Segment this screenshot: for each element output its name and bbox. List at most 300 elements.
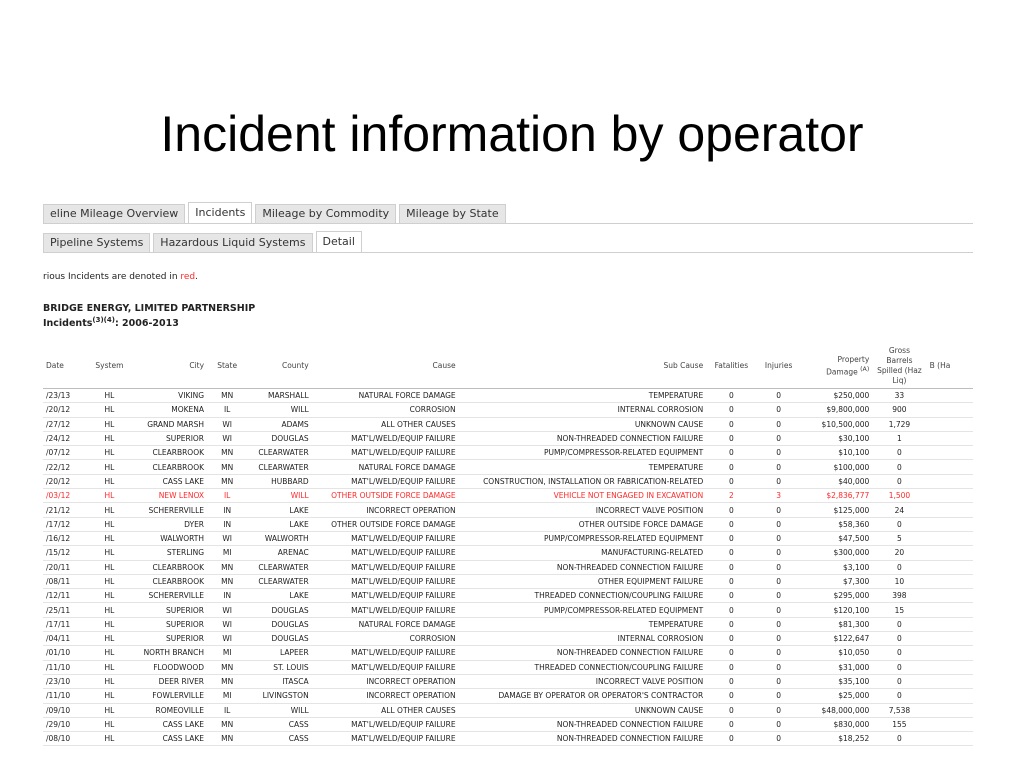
cell-injuries: 0 xyxy=(776,562,782,572)
note-suffix: . xyxy=(195,272,199,282)
cell-state: MI xyxy=(222,548,232,558)
operator-name: BRIDGE ENERGY, LIMITED PARTNERSHIP xyxy=(43,303,256,314)
cell-subcause: CONSTRUCTION, INSTALLATION OR FABRICATION-RELATED xyxy=(483,476,704,486)
cell-date: /23/13 xyxy=(46,391,71,401)
period-footnote: (3)(4) xyxy=(92,316,115,324)
cell-subcause: TEMPERATURE xyxy=(648,619,704,629)
cell-cause: MAT'L/WELD/EQUIP FAILURE xyxy=(351,562,456,572)
cell-subcause: NON-THREADED CONNECTION FAILURE xyxy=(556,719,704,729)
cell-date: /20/12 xyxy=(46,405,71,415)
cell-county: CLEARWATER xyxy=(258,462,309,472)
col-header-injuries[interactable] xyxy=(757,344,801,389)
cell-city: NORTH BRANCH xyxy=(143,648,205,658)
cell-county: CASS xyxy=(288,734,309,744)
table-row[interactable] xyxy=(43,646,973,660)
cell-system: HL xyxy=(104,462,115,472)
cell-injuries: 0 xyxy=(776,591,782,601)
cell-extra xyxy=(927,403,973,417)
cell-subcause: INCORRECT VALVE POSITION xyxy=(595,505,704,515)
cell-extra xyxy=(927,560,973,574)
cell-property: $18,252 xyxy=(838,734,870,744)
note-red-word: red xyxy=(180,272,196,282)
cell-fatalities: 0 xyxy=(728,691,734,701)
col-header-label: Cause xyxy=(432,361,456,370)
cell-city: CLEARBROOK xyxy=(152,448,205,458)
cell-extra xyxy=(927,574,973,588)
cell-system: HL xyxy=(104,562,115,572)
table-row[interactable] xyxy=(43,446,973,460)
cell-date: /21/12 xyxy=(46,505,71,515)
col-header-county[interactable] xyxy=(247,344,311,389)
cell-date: /11/10 xyxy=(46,662,71,672)
cell-cause: NATURAL FORCE DAMAGE xyxy=(358,391,456,401)
cell-cause: MAT'L/WELD/EQUIP FAILURE xyxy=(351,719,456,729)
cell-date: /15/12 xyxy=(46,548,71,558)
cell-state: MN xyxy=(221,562,234,572)
col-header-barrels[interactable] xyxy=(872,344,926,389)
cell-system: HL xyxy=(104,391,115,401)
cell-state: WI xyxy=(222,605,232,615)
col-header-extra[interactable] xyxy=(927,344,973,389)
cell-cause: MAT'L/WELD/EQUIP FAILURE xyxy=(351,476,456,486)
cell-extra xyxy=(927,646,973,660)
cell-date: /20/12 xyxy=(46,476,71,486)
cell-barrels: 0 xyxy=(897,634,902,644)
cell-extra xyxy=(927,589,973,603)
cell-system: HL xyxy=(104,577,115,586)
cell-property: $9,800,000 xyxy=(826,405,870,415)
cell-extra xyxy=(927,732,973,746)
tab-eline-mileage-overview[interactable]: eline Mileage Overview xyxy=(43,204,185,223)
cell-date: /12/11 xyxy=(46,591,71,601)
table-row[interactable] xyxy=(43,660,973,674)
cell-barrels: 15 xyxy=(894,605,905,615)
cell-fatalities: 0 xyxy=(728,405,734,415)
table-row[interactable] xyxy=(43,503,973,517)
cell-injuries: 0 xyxy=(776,719,782,729)
cell-cause: MAT'L/WELD/EQUIP FAILURE xyxy=(351,434,456,444)
cell-city: STERLING xyxy=(166,548,205,558)
table-row[interactable] xyxy=(43,389,973,403)
cell-injuries: 0 xyxy=(776,577,782,586)
cell-barrels: 10 xyxy=(894,577,905,586)
cell-subcause: MANUFACTURING-RELATED xyxy=(601,548,704,558)
cell-subcause: NON-THREADED CONNECTION FAILURE xyxy=(556,434,704,444)
cell-subcause: UNKNOWN CAUSE xyxy=(634,705,704,715)
cell-state: WI xyxy=(222,534,232,544)
cell-system: HL xyxy=(104,619,115,629)
cell-extra xyxy=(927,632,973,646)
cell-extra xyxy=(927,474,973,488)
cell-extra xyxy=(927,517,973,531)
cell-cause: INCORRECT OPERATION xyxy=(366,505,456,515)
cell-date: /08/11 xyxy=(46,577,71,586)
cell-city: SUPERIOR xyxy=(165,605,205,615)
cell-state: MI xyxy=(222,648,232,658)
cell-cause: NATURAL FORCE DAMAGE xyxy=(358,619,456,629)
cell-subcause: INTERNAL CORROSION xyxy=(617,634,704,644)
cell-subcause: OTHER EQUIPMENT FAILURE xyxy=(597,577,704,586)
col-header-property[interactable] xyxy=(801,344,872,389)
cell-subcause: NON-THREADED CONNECTION FAILURE xyxy=(556,734,704,744)
cell-system: HL xyxy=(104,491,115,501)
cell-date: /27/12 xyxy=(46,419,71,429)
cell-city: SUPERIOR xyxy=(165,619,205,629)
tab-incidents[interactable]: Incidents xyxy=(188,202,252,223)
cell-barrels: 5 xyxy=(897,534,902,544)
cell-cause: ALL OTHER CAUSES xyxy=(381,705,456,715)
cell-system: HL xyxy=(104,434,115,444)
table-row[interactable] xyxy=(43,603,973,617)
cell-county: ST. LOUIS xyxy=(273,662,309,672)
cell-county: CLEARWATER xyxy=(258,577,309,586)
cell-state: WI xyxy=(222,634,232,644)
cell-injuries: 0 xyxy=(776,605,782,615)
table-row[interactable] xyxy=(43,617,973,631)
cell-extra xyxy=(927,674,973,688)
cell-county: LIVINGSTON xyxy=(262,691,309,701)
cell-date: /11/10 xyxy=(46,691,71,701)
cell-date: /17/11 xyxy=(46,619,71,629)
cell-barrels: 0 xyxy=(897,691,902,701)
cell-injuries: 0 xyxy=(776,434,782,444)
table-row[interactable] xyxy=(43,574,973,588)
cell-system: HL xyxy=(104,605,115,615)
cell-subcause: THREADED CONNECTION/COUPLING FAILURE xyxy=(534,662,704,672)
cell-barrels: 1,729 xyxy=(888,419,911,429)
cell-cause: MAT'L/WELD/EQUIP FAILURE xyxy=(351,648,456,658)
cell-system: HL xyxy=(104,405,115,415)
cell-property: $25,000 xyxy=(838,691,870,701)
col-header-subcause[interactable] xyxy=(459,344,707,389)
cell-property: $47,500 xyxy=(838,534,870,544)
cell-injuries: 0 xyxy=(776,677,782,687)
cell-date: /09/10 xyxy=(46,705,71,715)
cell-date: /16/12 xyxy=(46,534,71,544)
cell-barrels: 0 xyxy=(897,462,902,472)
cell-injuries: 0 xyxy=(776,619,782,629)
cell-injuries: 0 xyxy=(776,734,782,744)
cell-extra xyxy=(927,603,973,617)
cell-date: /25/11 xyxy=(46,605,71,615)
cell-city: FLOODWOOD xyxy=(153,662,205,672)
cell-injuries: 0 xyxy=(776,634,782,644)
tab-pipeline-systems[interactable]: Pipeline Systems xyxy=(43,233,150,252)
cell-subcause: TEMPERATURE xyxy=(648,462,704,472)
table-row[interactable] xyxy=(43,717,973,731)
cell-city: NEW LENOX xyxy=(158,491,205,501)
cell-fatalities: 0 xyxy=(728,634,734,644)
cell-barrels: 33 xyxy=(894,391,905,401)
col-header-label: County xyxy=(281,361,309,370)
cell-cause: OTHER OUTSIDE FORCE DAMAGE xyxy=(331,491,456,501)
cell-property: $250,000 xyxy=(833,391,870,401)
cell-fatalities: 0 xyxy=(728,662,734,672)
cell-extra xyxy=(927,460,973,474)
cell-property: $120,100 xyxy=(833,605,870,615)
cell-city: SCHERERVILLE xyxy=(148,505,205,515)
cell-state: MN xyxy=(221,448,234,458)
cell-fatalities: 0 xyxy=(728,505,734,515)
cell-injuries: 0 xyxy=(776,448,782,458)
cell-extra xyxy=(927,389,973,403)
col-header-label: Sub Cause xyxy=(663,361,704,370)
cell-property: $81,300 xyxy=(838,619,870,629)
cell-city: VIKING xyxy=(178,391,205,401)
cell-fatalities: 0 xyxy=(728,519,734,529)
cell-state: IL xyxy=(223,491,231,501)
cell-date: /01/10 xyxy=(46,648,71,658)
col-header-label: Gross Barrels Spilled (Haz Liq) xyxy=(877,346,922,385)
col-header-cause[interactable] xyxy=(312,344,459,389)
cell-cause: MAT'L/WELD/EQUIP FAILURE xyxy=(351,605,456,615)
cell-date: /04/11 xyxy=(46,634,71,644)
cell-subcause: NON-THREADED CONNECTION FAILURE xyxy=(556,562,704,572)
cell-city: CLEARBROOK xyxy=(152,577,205,586)
table-body xyxy=(43,389,973,746)
table-row[interactable] xyxy=(43,517,973,531)
tab-mileage-by-state[interactable]: Mileage by State xyxy=(399,204,505,223)
table-row[interactable] xyxy=(43,546,973,560)
cell-cause: MAT'L/WELD/EQUIP FAILURE xyxy=(351,548,456,558)
col-header-label: Injuries xyxy=(764,361,793,370)
cell-injuries: 0 xyxy=(776,691,782,701)
cell-extra xyxy=(927,431,973,445)
cell-cause: MAT'L/WELD/EQUIP FAILURE xyxy=(351,591,456,601)
cell-state: MN xyxy=(221,734,234,744)
cell-cause: NATURAL FORCE DAMAGE xyxy=(358,462,456,472)
cell-injuries: 0 xyxy=(776,662,782,672)
cell-property: $2,836,777 xyxy=(826,491,870,501)
cell-barrels: 0 xyxy=(897,519,902,529)
cell-subcause: INCORRECT VALVE POSITION xyxy=(595,677,704,687)
cell-date: /22/12 xyxy=(46,462,71,472)
cell-cause: ALL OTHER CAUSES xyxy=(381,419,456,429)
col-header-label: City xyxy=(189,361,205,370)
cell-state: MN xyxy=(221,476,234,486)
cell-extra xyxy=(927,703,973,717)
cell-county: CLEARWATER xyxy=(258,562,309,572)
col-header-label: Fatalities xyxy=(714,361,749,370)
table-row[interactable] xyxy=(43,474,973,488)
tab-mileage-by-commodity[interactable]: Mileage by Commodity xyxy=(255,204,396,223)
cell-city: SCHERERVILLE xyxy=(148,591,205,601)
cell-county: CASS xyxy=(288,719,309,729)
cell-city: DEER RIVER xyxy=(158,677,205,687)
col-header-fatalities[interactable] xyxy=(706,344,756,389)
table-row[interactable] xyxy=(43,674,973,688)
cell-property: $35,100 xyxy=(838,677,870,687)
cell-cause: OTHER OUTSIDE FORCE DAMAGE xyxy=(331,519,456,529)
cell-property: $7,300 xyxy=(843,577,870,586)
tab-hazardous-liquid-systems[interactable]: Hazardous Liquid Systems xyxy=(153,233,312,252)
cell-injuries: 0 xyxy=(776,648,782,658)
cell-property: $10,100 xyxy=(838,448,870,458)
cell-subcause: UNKNOWN CAUSE xyxy=(634,419,704,429)
cell-system: HL xyxy=(104,691,115,701)
cell-injuries: 0 xyxy=(776,534,782,544)
cell-extra xyxy=(927,717,973,731)
cell-fatalities: 0 xyxy=(728,391,734,401)
col-header-system[interactable] xyxy=(86,344,132,389)
cell-date: /24/12 xyxy=(46,434,71,444)
col-header-label: System xyxy=(95,361,124,370)
cell-extra xyxy=(927,446,973,460)
cell-system: HL xyxy=(104,534,115,544)
cell-barrels: 0 xyxy=(897,734,902,744)
table-row[interactable] xyxy=(43,589,973,603)
cell-state: IL xyxy=(223,705,231,715)
cell-barrels: 20 xyxy=(894,548,905,558)
cell-injuries: 0 xyxy=(776,391,782,401)
table-row[interactable] xyxy=(43,460,973,474)
cell-state: IL xyxy=(223,405,231,415)
cell-state: MN xyxy=(221,677,234,687)
cell-fatalities: 2 xyxy=(728,491,734,501)
cell-fatalities: 0 xyxy=(728,619,734,629)
cell-subcause: PUMP/COMPRESSOR-RELATED EQUIPMENT xyxy=(543,448,704,458)
cell-barrels: 0 xyxy=(897,448,902,458)
cell-system: HL xyxy=(104,505,115,515)
cell-property: $10,500,000 xyxy=(821,419,870,429)
bottom-fade xyxy=(43,754,973,768)
cell-date: /29/10 xyxy=(46,719,71,729)
cell-system: HL xyxy=(104,591,115,601)
cell-subcause: NON-THREADED CONNECTION FAILURE xyxy=(556,648,704,658)
table-row[interactable] xyxy=(43,417,973,431)
cell-system: HL xyxy=(104,634,115,644)
cell-city: CASS LAKE xyxy=(162,719,205,729)
cell-fatalities: 0 xyxy=(728,476,734,486)
cell-city: CASS LAKE xyxy=(162,476,205,486)
col-header-city[interactable] xyxy=(133,344,207,389)
report-screenshot xyxy=(43,200,973,768)
cell-fatalities: 0 xyxy=(728,562,734,572)
cell-state: MN xyxy=(221,719,234,729)
tab-detail[interactable]: Detail xyxy=(316,231,362,252)
cell-barrels: 0 xyxy=(897,677,902,687)
cell-subcause: PUMP/COMPRESSOR-RELATED EQUIPMENT xyxy=(543,605,704,615)
col-header-label: Date xyxy=(46,361,64,370)
cell-date: /17/12 xyxy=(46,519,71,529)
cell-state: MN xyxy=(221,462,234,472)
cell-injuries: 3 xyxy=(776,491,782,501)
cell-cause: MAT'L/WELD/EQUIP FAILURE xyxy=(351,577,456,586)
cell-property: $122,647 xyxy=(833,634,870,644)
cell-system: HL xyxy=(104,419,115,429)
cell-state: MN xyxy=(221,391,234,401)
cell-state: MN xyxy=(221,577,234,586)
cell-county: ITASCA xyxy=(282,677,309,687)
cell-extra xyxy=(927,531,973,545)
cell-system: HL xyxy=(104,476,115,486)
cell-fatalities: 0 xyxy=(728,448,734,458)
col-header-state[interactable] xyxy=(207,344,247,389)
slide-title: Incident information by operator xyxy=(160,106,864,162)
col-header-footnote: (A) xyxy=(860,365,870,373)
col-header-date[interactable] xyxy=(43,344,86,389)
cell-county: LAPEER xyxy=(279,648,309,658)
cell-fatalities: 0 xyxy=(728,548,734,558)
cell-injuries: 0 xyxy=(776,462,782,472)
cell-extra xyxy=(927,489,973,503)
cell-fatalities: 0 xyxy=(728,648,734,658)
cell-barrels: 0 xyxy=(897,648,902,658)
cell-fatalities: 0 xyxy=(728,605,734,615)
cell-county: DOUGLAS xyxy=(271,434,309,444)
table-header-row xyxy=(43,344,973,389)
period-range: : 2006-2013 xyxy=(114,318,179,330)
cell-county: WILL xyxy=(290,405,309,415)
col-header-label: B (Ha xyxy=(929,361,951,370)
table-row[interactable] xyxy=(43,489,973,503)
cell-property: $125,000 xyxy=(833,505,870,515)
cell-system: HL xyxy=(104,648,115,658)
cell-subcause: VEHICLE NOT ENGAGED IN EXCAVATION xyxy=(553,491,704,501)
table-row[interactable] xyxy=(43,703,973,717)
cell-cause: CORROSION xyxy=(409,634,456,644)
cell-county: CLEARWATER xyxy=(258,448,309,458)
cell-state: WI xyxy=(222,419,232,429)
cell-subcause: TEMPERATURE xyxy=(648,391,704,401)
cell-city: DYER xyxy=(184,519,205,529)
cell-system: HL xyxy=(104,448,115,458)
cell-barrels: 1,500 xyxy=(888,491,911,501)
cell-fatalities: 0 xyxy=(728,591,734,601)
note-text: rious Incidents are denoted in xyxy=(43,272,181,282)
cell-property: $40,000 xyxy=(838,476,870,486)
cell-city: FOWLERVILLE xyxy=(152,691,205,701)
cell-property: $58,360 xyxy=(838,519,870,529)
period-label: Incidents xyxy=(43,318,93,330)
cell-barrels: 0 xyxy=(897,619,902,629)
cell-subcause: THREADED CONNECTION/COUPLING FAILURE xyxy=(534,591,704,601)
cell-fatalities: 0 xyxy=(728,419,734,429)
cell-date: /07/12 xyxy=(46,448,71,458)
cell-fatalities: 0 xyxy=(728,462,734,472)
table-row[interactable] xyxy=(43,560,973,574)
cell-county: ARENAC xyxy=(277,548,309,558)
cell-cause: MAT'L/WELD/EQUIP FAILURE xyxy=(351,534,456,544)
table-row[interactable] xyxy=(43,689,973,703)
table-row[interactable] xyxy=(43,632,973,646)
cell-extra xyxy=(927,617,973,631)
col-header-label: Property Damage xyxy=(826,354,870,377)
cell-cause: MAT'L/WELD/EQUIP FAILURE xyxy=(351,662,456,672)
cell-state: IN xyxy=(223,505,232,515)
cell-state: IN xyxy=(223,591,232,601)
cell-injuries: 0 xyxy=(776,405,782,415)
primary-tab-bar xyxy=(43,202,973,224)
table-row[interactable] xyxy=(43,403,973,417)
table-row[interactable] xyxy=(43,431,973,445)
cell-county: LAKE xyxy=(289,591,309,601)
cell-system: HL xyxy=(104,719,115,729)
cell-cause: MAT'L/WELD/EQUIP FAILURE xyxy=(351,448,456,458)
cell-fatalities: 0 xyxy=(728,705,734,715)
cell-date: /03/12 xyxy=(46,491,71,501)
cell-barrels: 24 xyxy=(894,505,905,515)
table-row[interactable] xyxy=(43,732,973,746)
cell-barrels: 155 xyxy=(892,719,907,729)
cell-cause: INCORRECT OPERATION xyxy=(366,677,456,687)
table-row[interactable] xyxy=(43,531,973,545)
cell-date: /20/11 xyxy=(46,562,71,572)
cell-barrels: 0 xyxy=(897,562,902,572)
cell-county: LAKE xyxy=(289,505,309,515)
cell-county: WALWORTH xyxy=(264,534,309,544)
cell-city: CLEARBROOK xyxy=(152,562,205,572)
